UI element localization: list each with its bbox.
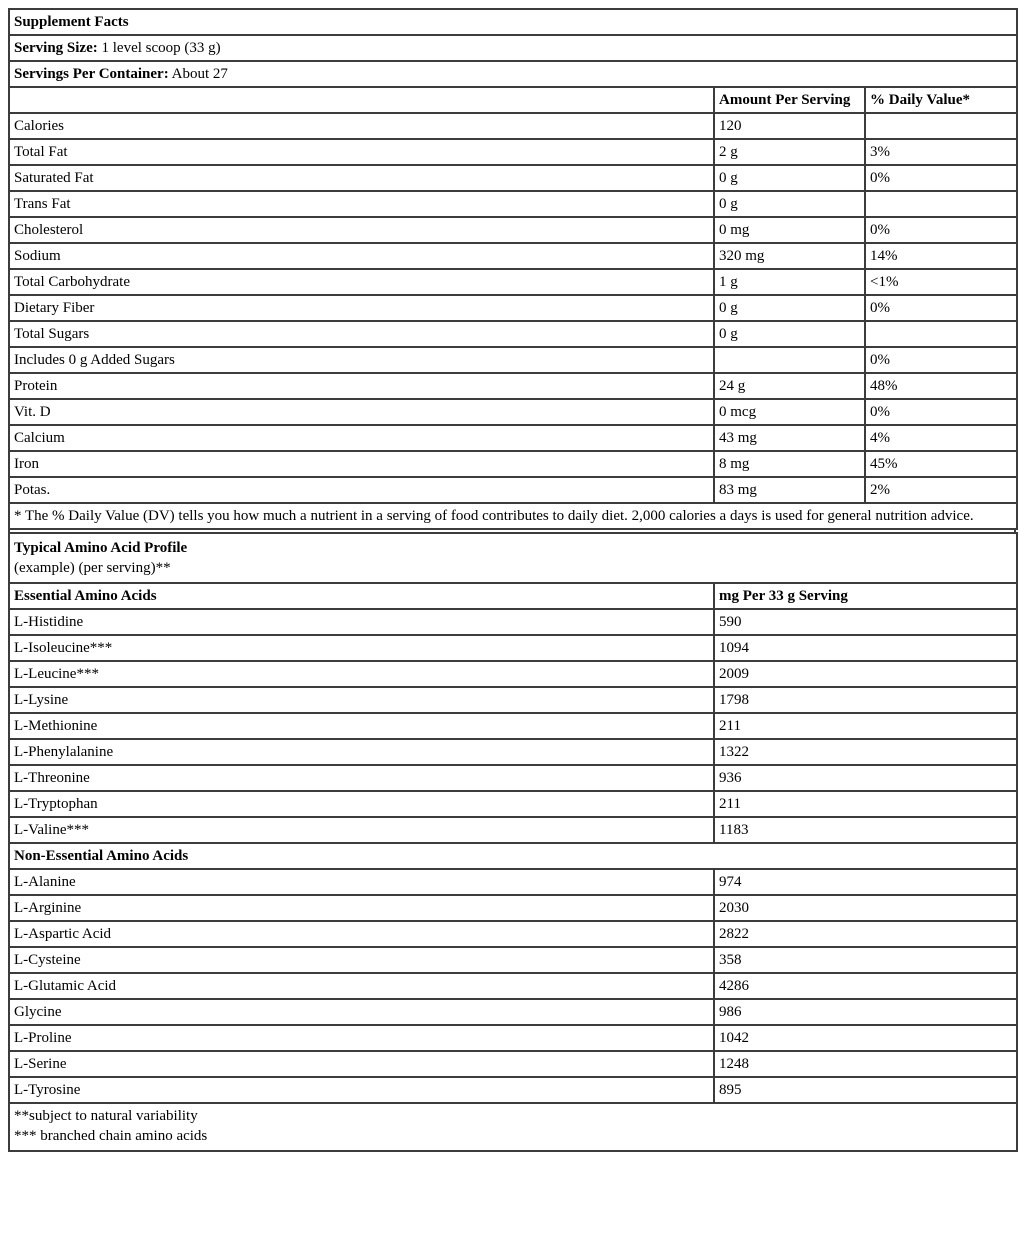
nutrient-name: Cholesterol xyxy=(9,217,714,243)
amino-acid-row xyxy=(9,765,1017,791)
nutrient-name: Total Sugars xyxy=(9,321,714,347)
nutrient-header-row xyxy=(9,87,1017,113)
amino-acid-mg: 211 xyxy=(714,713,1017,739)
nutrient-name: Calories xyxy=(9,113,714,139)
amino-acid-name: Glycine xyxy=(9,999,714,1025)
nutrient-row xyxy=(9,347,1017,373)
amino-acid-name: L-Isoleucine*** xyxy=(9,635,714,661)
amino-acid-mg: 1322 xyxy=(714,739,1017,765)
amino-acid-mg: 211 xyxy=(714,791,1017,817)
nutrient-amount: 0 g xyxy=(714,295,865,321)
essential-header-row xyxy=(9,583,1017,609)
nutrient-row xyxy=(9,269,1017,295)
nutrient-amount: 0 g xyxy=(714,321,865,347)
nutrient-row xyxy=(9,399,1017,425)
amino-acid-name: L-Arginine xyxy=(9,895,714,921)
nutrient-amount: 320 mg xyxy=(714,243,865,269)
amino-acid-name: L-Tryptophan xyxy=(9,791,714,817)
nutrient-amount: 0 g xyxy=(714,165,865,191)
amino-acid-name: L-Tyrosine xyxy=(9,1077,714,1103)
amino-acid-row xyxy=(9,947,1017,973)
amino-acid-mg: 1798 xyxy=(714,687,1017,713)
amino-acid-row xyxy=(9,999,1017,1025)
nutrient-daily-value: 0% xyxy=(865,165,1017,191)
nutrient-row xyxy=(9,217,1017,243)
nutrient-row xyxy=(9,425,1017,451)
amino-title: Typical Amino Acid Profile xyxy=(14,540,188,556)
supplement-title-row xyxy=(9,9,1017,35)
nutrient-daily-value: 14% xyxy=(865,243,1017,269)
nutrient-daily-value xyxy=(865,113,1017,139)
nutrient-row xyxy=(9,321,1017,347)
nutrient-row xyxy=(9,139,1017,165)
amino-subtitle: (example) (per serving)** xyxy=(14,560,171,576)
nutrient-row xyxy=(9,477,1017,503)
nutrient-daily-value: 48% xyxy=(865,373,1017,399)
amino-acid-name: L-Lysine xyxy=(9,687,714,713)
nutrient-row xyxy=(9,165,1017,191)
amino-acid-mg: 974 xyxy=(714,869,1017,895)
nutrient-row xyxy=(9,191,1017,217)
nutrient-daily-value xyxy=(865,191,1017,217)
nutrient-name: Saturated Fat xyxy=(9,165,714,191)
amino-acid-mg: 2009 xyxy=(714,661,1017,687)
nutrient-name: Total Carbohydrate xyxy=(9,269,714,295)
nutrient-name: Dietary Fiber xyxy=(9,295,714,321)
amino-acid-mg: 1248 xyxy=(714,1051,1017,1077)
nutrient-name: Potas. xyxy=(9,477,714,503)
amino-acid-row xyxy=(9,661,1017,687)
amino-acid-row xyxy=(9,687,1017,713)
amino-title-row xyxy=(9,533,1017,583)
nutrient-daily-value: <1% xyxy=(865,269,1017,295)
nutrient-daily-value: 3% xyxy=(865,139,1017,165)
nutrient-daily-value xyxy=(865,321,1017,347)
amino-acid-mg: 895 xyxy=(714,1077,1017,1103)
nutrient-name: Calcium xyxy=(9,425,714,451)
amino-acid-mg: 1183 xyxy=(714,817,1017,843)
amino-acid-mg: 2030 xyxy=(714,895,1017,921)
non-essential-amino-acids-header: Non-Essential Amino Acids xyxy=(9,843,1017,869)
daily-value-footnote: * The % Daily Value (DV) tells you how much a nutrient in a serving of food contributes to daily diet. 2,000 calories a days is used for general nutrition advice. xyxy=(9,503,1017,529)
amino-acid-row xyxy=(9,635,1017,661)
amino-acid-table xyxy=(8,532,1018,1152)
nutrient-name: Trans Fat xyxy=(9,191,714,217)
supplement-facts-table xyxy=(8,8,1018,530)
amino-acid-row xyxy=(9,869,1017,895)
nutrient-row xyxy=(9,373,1017,399)
amino-acid-mg: 2822 xyxy=(714,921,1017,947)
nutrient-amount: 0 mg xyxy=(714,217,865,243)
amino-acid-name: L-Phenylalanine xyxy=(9,739,714,765)
nutrient-amount: 43 mg xyxy=(714,425,865,451)
variability-footnote: **subject to natural variability xyxy=(14,1108,198,1124)
amino-acid-row xyxy=(9,739,1017,765)
amino-acid-mg: 936 xyxy=(714,765,1017,791)
mg-per-serving-header: mg Per 33 g Serving xyxy=(714,583,1017,609)
amino-acid-name: L-Proline xyxy=(9,1025,714,1051)
nutrient-amount: 8 mg xyxy=(714,451,865,477)
nutrient-daily-value: 0% xyxy=(865,295,1017,321)
amino-acid-mg: 4286 xyxy=(714,973,1017,999)
nutrient-name: Sodium xyxy=(9,243,714,269)
nutrient-name: Total Fat xyxy=(9,139,714,165)
nutrient-amount: 24 g xyxy=(714,373,865,399)
nutrient-daily-value: 45% xyxy=(865,451,1017,477)
amino-acid-name: L-Glutamic Acid xyxy=(9,973,714,999)
amino-acid-name: L-Histidine xyxy=(9,609,714,635)
amino-acid-name: L-Aspartic Acid xyxy=(9,921,714,947)
nutrient-name: Iron xyxy=(9,451,714,477)
amino-acid-row xyxy=(9,921,1017,947)
amino-acid-row xyxy=(9,1051,1017,1077)
bcaa-footnote: *** branched chain amino acids xyxy=(14,1128,208,1144)
daily-value-footnote-row xyxy=(9,503,1017,529)
amino-acid-name: L-Cysteine xyxy=(9,947,714,973)
nutrient-amount: 0 g xyxy=(714,191,865,217)
amino-acid-mg: 1094 xyxy=(714,635,1017,661)
amino-acid-name: L-Leucine*** xyxy=(9,661,714,687)
amino-acid-mg: 590 xyxy=(714,609,1017,635)
nutrient-name: Protein xyxy=(9,373,714,399)
amino-acid-name: L-Alanine xyxy=(9,869,714,895)
amino-acid-mg: 986 xyxy=(714,999,1017,1025)
nutrient-amount: 83 mg xyxy=(714,477,865,503)
servings-per-container-row xyxy=(9,61,1017,87)
servings-per-container-value: About 27 xyxy=(168,65,228,82)
nutrient-daily-value: 2% xyxy=(865,477,1017,503)
amino-acid-row xyxy=(9,973,1017,999)
nutrient-name: Includes 0 g Added Sugars xyxy=(9,347,714,373)
nonessential-header-row xyxy=(9,843,1017,869)
amino-acid-mg: 358 xyxy=(714,947,1017,973)
serving-size-value: 1 level scoop (33 g) xyxy=(97,39,221,56)
amino-acid-row xyxy=(9,1025,1017,1051)
supplement-title: Supplement Facts xyxy=(9,9,1017,35)
nutrient-daily-value: 0% xyxy=(865,217,1017,243)
servings-per-container-label: Servings Per Container: xyxy=(14,65,169,82)
amino-acid-name: L-Valine*** xyxy=(9,817,714,843)
amino-acid-row xyxy=(9,609,1017,635)
nutrient-amount xyxy=(714,347,865,373)
amino-acid-row xyxy=(9,713,1017,739)
nutrient-daily-value: 0% xyxy=(865,347,1017,373)
amino-acid-name: L-Serine xyxy=(9,1051,714,1077)
amino-acid-mg: 1042 xyxy=(714,1025,1017,1051)
nutrient-amount: 120 xyxy=(714,113,865,139)
amino-acid-row xyxy=(9,817,1017,843)
nutrient-amount: 1 g xyxy=(714,269,865,295)
nutrient-row xyxy=(9,113,1017,139)
nutrient-row xyxy=(9,243,1017,269)
nutrient-row xyxy=(9,451,1017,477)
nutrient-header-blank xyxy=(9,87,714,113)
nutrient-amount: 0 mcg xyxy=(714,399,865,425)
nutrient-amount: 2 g xyxy=(714,139,865,165)
nutrient-daily-value: 0% xyxy=(865,399,1017,425)
nutrient-daily-value: 4% xyxy=(865,425,1017,451)
nutrient-name: Vit. D xyxy=(9,399,714,425)
amino-acid-row xyxy=(9,895,1017,921)
nutrient-row xyxy=(9,295,1017,321)
amino-acid-name: L-Methionine xyxy=(9,713,714,739)
amount-per-serving-header: Amount Per Serving xyxy=(714,87,865,113)
amino-acid-row xyxy=(9,791,1017,817)
amino-acid-name: L-Threonine xyxy=(9,765,714,791)
supplement-facts-document xyxy=(8,8,1016,1152)
serving-size-label: Serving Size: xyxy=(14,39,98,56)
amino-footnote-row xyxy=(9,1103,1017,1151)
essential-amino-acids-header: Essential Amino Acids xyxy=(9,583,714,609)
amino-acid-row xyxy=(9,1077,1017,1103)
daily-value-header: % Daily Value* xyxy=(865,87,1017,113)
serving-size-row xyxy=(9,35,1017,61)
